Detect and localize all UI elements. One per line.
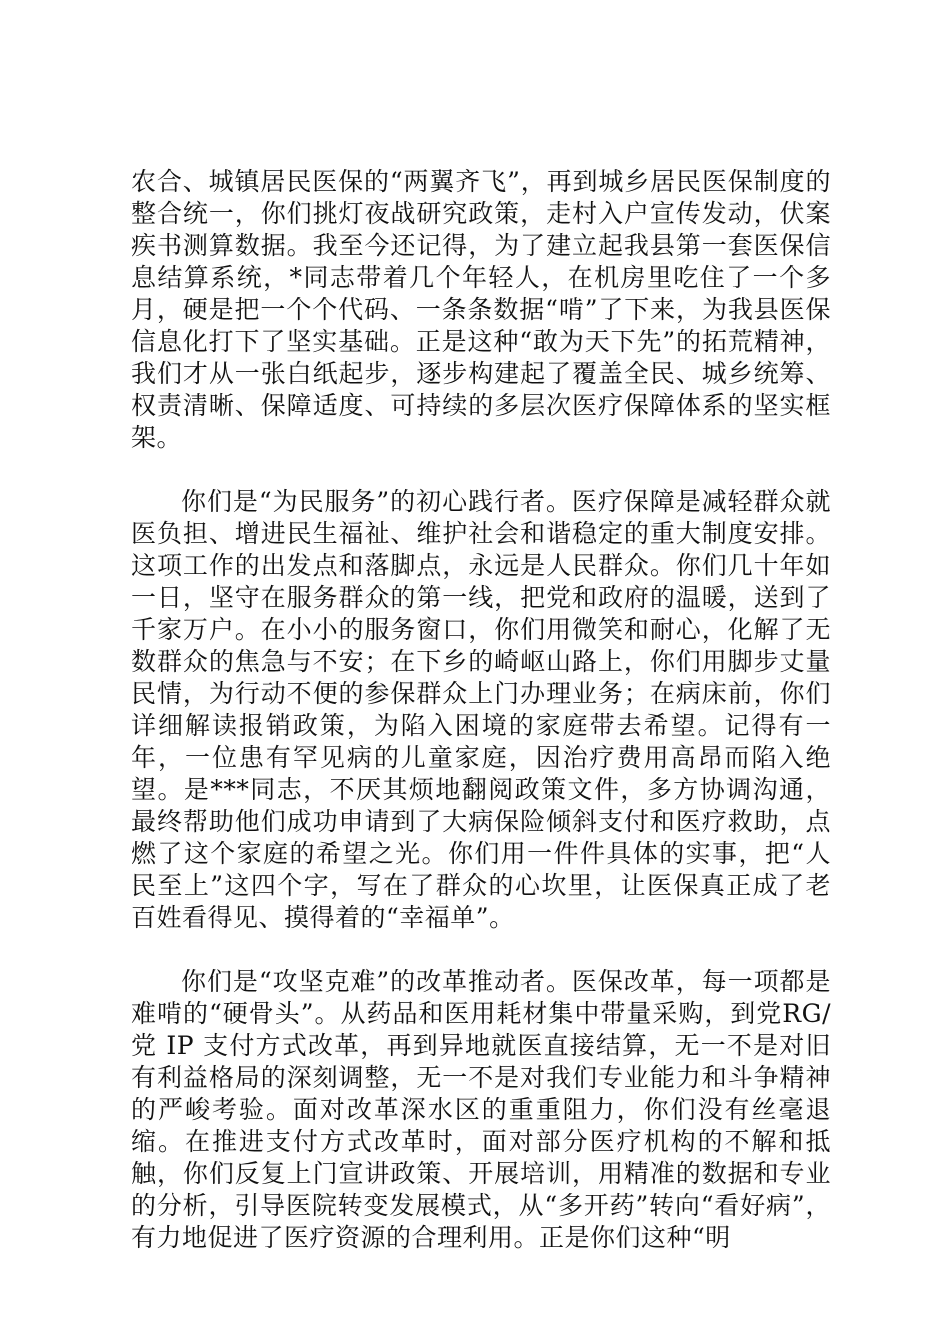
paragraph-3: 你们是“攻坚克难”的改革推动者。医保改革，每一项都是难啃的“硬骨头”。从药品和医用耗材集中带量采购，到党RG/党 IP 支付方式改革，再到异地就医直接结算，无一不是对旧有利益格局的深刻调整，无一不是对我们专业能力和斗争精神的严峻考验。面对改革深水区的重重阻力，你们没有丝毫退缩。在推进支付方式改革时，面对部分医疗机构的不解和抵触，你们反复上门宣讲政策、开展培训，用精准的数据和专业的分析，引导医院转变发展模式，从“多开药”转向“看好病”，有力地促进了医疗资源的合理利用。正是你们这种“明 (131, 967, 831, 1252)
document-body (131, 166, 831, 1254)
paragraph-2: 你们是“为民服务”的初心践行者。医疗保障是减轻群众就医负担、增进民生福祉、维护社会和谐稳定的重大制度安排。这项工作的出发点和落脚点，永远是人民群众。你们几十年如一日，坚守在服务群众的第一线，把党和政府的温暖，送到了千家万户。在小小的服务窗口，你们用微笑和耐心，化解了无数群众的焦急与不安；在下乡的崎岖山路上，你们用脚步丈量民情，为行动不便的参保群众上门办理业务；在病床前，你们详细解读报销政策，为陷入困境的家庭带去希望。记得有一年，一位患有罕见病的儿童家庭，因治疗费用高昂而陷入绝望。是***同志，不厌其烦地翻阅政策文件，多方协调沟通，最终帮助他们成功申请到了大病保险倾斜支付和医疗救助，点燃了这个家庭的希望之光。你们用一件件具体的实事，把“人民至上”这四个字，写在了群众的心坎里，让医保真正成了老百姓看得见、摸得着的“幸福单”。 (131, 487, 831, 932)
paragraph-1: 农合、城镇居民医保的“两翼齐飞”，再到城乡居民医保制度的整合统一，你们挑灯夜战研究政策，走村入户宣传发动，伏案疾书测算数据。我至今还记得，为了建立起我县第一套医保信息结算系统，*同志带着几个年轻人，在机房里吃住了一个多月，硬是把一个个代码、一条条数据“啃”了下来，为我县医保信息化打下了坚实基础。正是这种“敢为天下先”的拓荒精神，我们才从一张白纸起步，逐步构建起了覆盖全民、城乡统筹、权责清晰、保障适度、可持续的多层次医疗保障体系的坚实框架。 (131, 167, 831, 452)
